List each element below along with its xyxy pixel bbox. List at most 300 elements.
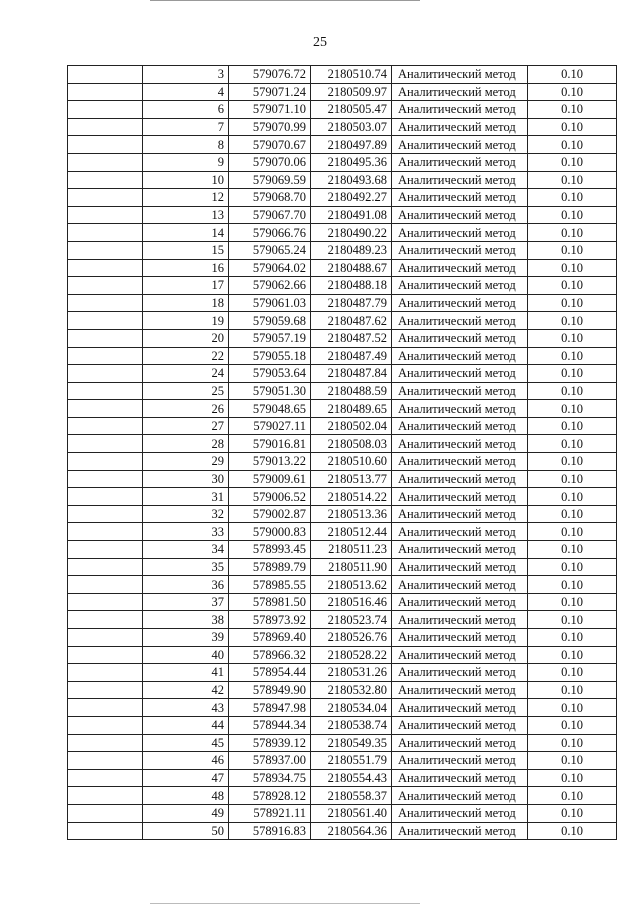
point-number-cell: 43 — [143, 699, 229, 717]
point-number-cell: 44 — [143, 716, 229, 734]
y-coordinate-cell: 2180538.74 — [311, 716, 392, 734]
table-row — [68, 611, 617, 629]
x-coordinate-cell: 578993.45 — [229, 541, 311, 559]
error-cell: 0.10 — [528, 259, 617, 277]
error-cell: 0.10 — [528, 83, 617, 101]
x-coordinate-cell: 578944.34 — [229, 716, 311, 734]
method-cell: Аналитический метод — [392, 699, 528, 717]
point-number-cell: 48 — [143, 787, 229, 805]
x-coordinate-cell: 578939.12 — [229, 734, 311, 752]
x-coordinate-cell: 579067.70 — [229, 206, 311, 224]
table-row — [68, 189, 617, 207]
method-cell: Аналитический метод — [392, 523, 528, 541]
x-coordinate-cell: 578985.55 — [229, 576, 311, 594]
x-coordinate-cell: 579057.19 — [229, 329, 311, 347]
blank-cell — [68, 752, 143, 770]
blank-cell — [68, 453, 143, 471]
point-number-cell: 25 — [143, 382, 229, 400]
blank-cell — [68, 734, 143, 752]
table-row — [68, 646, 617, 664]
method-cell: Аналитический метод — [392, 241, 528, 259]
point-number-cell: 42 — [143, 681, 229, 699]
table-row — [68, 505, 617, 523]
error-cell: 0.10 — [528, 453, 617, 471]
point-number-cell: 46 — [143, 752, 229, 770]
x-coordinate-cell: 579051.30 — [229, 382, 311, 400]
x-coordinate-cell: 578921.11 — [229, 804, 311, 822]
point-number-cell: 19 — [143, 312, 229, 330]
x-coordinate-cell: 579059.68 — [229, 312, 311, 330]
y-coordinate-cell: 2180512.44 — [311, 523, 392, 541]
table-row — [68, 101, 617, 119]
y-coordinate-cell: 2180561.40 — [311, 804, 392, 822]
x-coordinate-cell: 579070.67 — [229, 136, 311, 154]
y-coordinate-cell: 2180554.43 — [311, 769, 392, 787]
point-number-cell: 3 — [143, 66, 229, 84]
method-cell: Аналитический метод — [392, 646, 528, 664]
x-coordinate-cell: 579009.61 — [229, 470, 311, 488]
method-cell: Аналитический метод — [392, 664, 528, 682]
x-coordinate-cell: 579068.70 — [229, 189, 311, 207]
error-cell: 0.10 — [528, 171, 617, 189]
error-cell: 0.10 — [528, 558, 617, 576]
y-coordinate-cell: 2180510.74 — [311, 66, 392, 84]
error-cell: 0.10 — [528, 822, 617, 840]
point-number-cell: 18 — [143, 294, 229, 312]
point-number-cell: 15 — [143, 241, 229, 259]
y-coordinate-cell: 2180487.49 — [311, 347, 392, 365]
blank-cell — [68, 294, 143, 312]
y-coordinate-cell: 2180523.74 — [311, 611, 392, 629]
table-row — [68, 329, 617, 347]
method-cell: Аналитический метод — [392, 294, 528, 312]
error-cell: 0.10 — [528, 312, 617, 330]
error-cell: 0.10 — [528, 66, 617, 84]
method-cell: Аналитический метод — [392, 593, 528, 611]
y-coordinate-cell: 2180488.18 — [311, 277, 392, 295]
table-row — [68, 66, 617, 84]
point-number-cell: 22 — [143, 347, 229, 365]
point-number-cell: 45 — [143, 734, 229, 752]
point-number-cell: 24 — [143, 365, 229, 383]
method-cell: Аналитический метод — [392, 382, 528, 400]
error-cell: 0.10 — [528, 277, 617, 295]
point-number-cell: 28 — [143, 435, 229, 453]
point-number-cell: 37 — [143, 593, 229, 611]
y-coordinate-cell: 2180510.60 — [311, 453, 392, 471]
blank-cell — [68, 118, 143, 136]
table-row — [68, 241, 617, 259]
blank-cell — [68, 277, 143, 295]
point-number-cell: 41 — [143, 664, 229, 682]
error-cell: 0.10 — [528, 646, 617, 664]
error-cell: 0.10 — [528, 787, 617, 805]
table-row — [68, 365, 617, 383]
x-coordinate-cell: 579048.65 — [229, 400, 311, 418]
table-row — [68, 224, 617, 242]
y-coordinate-cell: 2180509.97 — [311, 83, 392, 101]
x-coordinate-cell: 579076.72 — [229, 66, 311, 84]
method-cell: Аналитический метод — [392, 136, 528, 154]
point-number-cell: 12 — [143, 189, 229, 207]
blank-cell — [68, 206, 143, 224]
error-cell: 0.10 — [528, 804, 617, 822]
y-coordinate-cell: 2180508.03 — [311, 435, 392, 453]
method-cell: Аналитический метод — [392, 329, 528, 347]
method-cell: Аналитический метод — [392, 822, 528, 840]
table-row — [68, 488, 617, 506]
blank-cell — [68, 435, 143, 453]
error-cell: 0.10 — [528, 629, 617, 647]
error-cell: 0.10 — [528, 699, 617, 717]
point-number-cell: 39 — [143, 629, 229, 647]
point-number-cell: 17 — [143, 277, 229, 295]
method-cell: Аналитический метод — [392, 206, 528, 224]
x-coordinate-cell: 578981.50 — [229, 593, 311, 611]
method-cell: Аналитический метод — [392, 558, 528, 576]
method-cell: Аналитический метод — [392, 347, 528, 365]
error-cell: 0.10 — [528, 118, 617, 136]
table-row — [68, 576, 617, 594]
blank-cell — [68, 629, 143, 647]
method-cell: Аналитический метод — [392, 505, 528, 523]
point-number-cell: 32 — [143, 505, 229, 523]
y-coordinate-cell: 2180492.27 — [311, 189, 392, 207]
blank-cell — [68, 382, 143, 400]
table-row — [68, 769, 617, 787]
method-cell: Аналитический метод — [392, 189, 528, 207]
blank-cell — [68, 699, 143, 717]
method-cell: Аналитический метод — [392, 734, 528, 752]
x-coordinate-cell: 579006.52 — [229, 488, 311, 506]
blank-cell — [68, 822, 143, 840]
point-number-cell: 29 — [143, 453, 229, 471]
blank-cell — [68, 787, 143, 805]
blank-cell — [68, 664, 143, 682]
table-row — [68, 171, 617, 189]
method-cell: Аналитический метод — [392, 611, 528, 629]
x-coordinate-cell: 579062.66 — [229, 277, 311, 295]
y-coordinate-cell: 2180487.84 — [311, 365, 392, 383]
blank-cell — [68, 171, 143, 189]
coordinates-table — [67, 65, 617, 840]
table-row — [68, 664, 617, 682]
error-cell: 0.10 — [528, 382, 617, 400]
table-row — [68, 382, 617, 400]
table-row — [68, 259, 617, 277]
point-number-cell: 14 — [143, 224, 229, 242]
blank-cell — [68, 769, 143, 787]
coordinates-table-body — [68, 66, 617, 840]
point-number-cell: 38 — [143, 611, 229, 629]
y-coordinate-cell: 2180534.04 — [311, 699, 392, 717]
top-rule — [150, 0, 420, 1]
x-coordinate-cell: 579013.22 — [229, 453, 311, 471]
point-number-cell: 13 — [143, 206, 229, 224]
method-cell: Аналитический метод — [392, 752, 528, 770]
blank-cell — [68, 804, 143, 822]
method-cell: Аналитический метод — [392, 118, 528, 136]
point-number-cell: 30 — [143, 470, 229, 488]
x-coordinate-cell: 578947.98 — [229, 699, 311, 717]
x-coordinate-cell: 579065.24 — [229, 241, 311, 259]
table-row — [68, 787, 617, 805]
error-cell: 0.10 — [528, 294, 617, 312]
y-coordinate-cell: 2180497.89 — [311, 136, 392, 154]
blank-cell — [68, 189, 143, 207]
point-number-cell: 27 — [143, 417, 229, 435]
error-cell: 0.10 — [528, 189, 617, 207]
x-coordinate-cell: 579061.03 — [229, 294, 311, 312]
x-coordinate-cell: 579066.76 — [229, 224, 311, 242]
y-coordinate-cell: 2180502.04 — [311, 417, 392, 435]
method-cell: Аналитический метод — [392, 435, 528, 453]
blank-cell — [68, 101, 143, 119]
x-coordinate-cell: 578934.75 — [229, 769, 311, 787]
error-cell: 0.10 — [528, 576, 617, 594]
method-cell: Аналитический метод — [392, 224, 528, 242]
x-coordinate-cell: 579000.83 — [229, 523, 311, 541]
y-coordinate-cell: 2180487.62 — [311, 312, 392, 330]
error-cell: 0.10 — [528, 206, 617, 224]
table-row — [68, 417, 617, 435]
blank-cell — [68, 153, 143, 171]
point-number-cell: 31 — [143, 488, 229, 506]
error-cell: 0.10 — [528, 611, 617, 629]
error-cell: 0.10 — [528, 224, 617, 242]
point-number-cell: 26 — [143, 400, 229, 418]
x-coordinate-cell: 579071.10 — [229, 101, 311, 119]
table-row — [68, 453, 617, 471]
method-cell: Аналитический метод — [392, 681, 528, 699]
y-coordinate-cell: 2180489.23 — [311, 241, 392, 259]
method-cell: Аналитический метод — [392, 259, 528, 277]
method-cell: Аналитический метод — [392, 576, 528, 594]
error-cell: 0.10 — [528, 488, 617, 506]
blank-cell — [68, 558, 143, 576]
error-cell: 0.10 — [528, 241, 617, 259]
method-cell: Аналитический метод — [392, 400, 528, 418]
x-coordinate-cell: 579069.59 — [229, 171, 311, 189]
y-coordinate-cell: 2180531.26 — [311, 664, 392, 682]
blank-cell — [68, 611, 143, 629]
x-coordinate-cell: 578928.12 — [229, 787, 311, 805]
blank-cell — [68, 241, 143, 259]
point-number-cell: 50 — [143, 822, 229, 840]
point-number-cell: 33 — [143, 523, 229, 541]
y-coordinate-cell: 2180511.23 — [311, 541, 392, 559]
method-cell: Аналитический метод — [392, 171, 528, 189]
x-coordinate-cell: 579064.02 — [229, 259, 311, 277]
point-number-cell: 7 — [143, 118, 229, 136]
y-coordinate-cell: 2180514.22 — [311, 488, 392, 506]
error-cell: 0.10 — [528, 435, 617, 453]
method-cell: Аналитический метод — [392, 470, 528, 488]
point-number-cell: 20 — [143, 329, 229, 347]
x-coordinate-cell: 579027.11 — [229, 417, 311, 435]
point-number-cell: 35 — [143, 558, 229, 576]
blank-cell — [68, 83, 143, 101]
point-number-cell: 34 — [143, 541, 229, 559]
blank-cell — [68, 541, 143, 559]
y-coordinate-cell: 2180487.52 — [311, 329, 392, 347]
y-coordinate-cell: 2180495.36 — [311, 153, 392, 171]
error-cell: 0.10 — [528, 769, 617, 787]
error-cell: 0.10 — [528, 752, 617, 770]
error-cell: 0.10 — [528, 101, 617, 119]
error-cell: 0.10 — [528, 136, 617, 154]
error-cell: 0.10 — [528, 153, 617, 171]
blank-cell — [68, 716, 143, 734]
blank-cell — [68, 66, 143, 84]
blank-cell — [68, 505, 143, 523]
blank-cell — [68, 347, 143, 365]
x-coordinate-cell: 578966.32 — [229, 646, 311, 664]
point-number-cell: 40 — [143, 646, 229, 664]
blank-cell — [68, 224, 143, 242]
table-row — [68, 699, 617, 717]
table-row — [68, 206, 617, 224]
blank-cell — [68, 400, 143, 418]
y-coordinate-cell: 2180505.47 — [311, 101, 392, 119]
y-coordinate-cell: 2180513.77 — [311, 470, 392, 488]
table-row — [68, 277, 617, 295]
y-coordinate-cell: 2180564.36 — [311, 822, 392, 840]
error-cell: 0.10 — [528, 681, 617, 699]
y-coordinate-cell: 2180491.08 — [311, 206, 392, 224]
error-cell: 0.10 — [528, 365, 617, 383]
blank-cell — [68, 312, 143, 330]
error-cell: 0.10 — [528, 593, 617, 611]
table-row — [68, 593, 617, 611]
x-coordinate-cell: 578989.79 — [229, 558, 311, 576]
y-coordinate-cell: 2180526.76 — [311, 629, 392, 647]
error-cell: 0.10 — [528, 541, 617, 559]
table-row — [68, 470, 617, 488]
point-number-cell: 6 — [143, 101, 229, 119]
y-coordinate-cell: 2180549.35 — [311, 734, 392, 752]
point-number-cell: 49 — [143, 804, 229, 822]
x-coordinate-cell: 579053.64 — [229, 365, 311, 383]
point-number-cell: 16 — [143, 259, 229, 277]
table-row — [68, 435, 617, 453]
y-coordinate-cell: 2180551.79 — [311, 752, 392, 770]
blank-cell — [68, 365, 143, 383]
blank-cell — [68, 417, 143, 435]
table-row — [68, 822, 617, 840]
table-row — [68, 523, 617, 541]
method-cell: Аналитический метод — [392, 453, 528, 471]
y-coordinate-cell: 2180511.90 — [311, 558, 392, 576]
error-cell: 0.10 — [528, 400, 617, 418]
x-coordinate-cell: 579016.81 — [229, 435, 311, 453]
point-number-cell: 8 — [143, 136, 229, 154]
table-row — [68, 629, 617, 647]
method-cell: Аналитический метод — [392, 769, 528, 787]
x-coordinate-cell: 578954.44 — [229, 664, 311, 682]
table-row — [68, 347, 617, 365]
method-cell: Аналитический метод — [392, 277, 528, 295]
point-number-cell: 4 — [143, 83, 229, 101]
y-coordinate-cell: 2180487.79 — [311, 294, 392, 312]
table-row — [68, 734, 617, 752]
table-row — [68, 752, 617, 770]
blank-cell — [68, 646, 143, 664]
table-row — [68, 294, 617, 312]
y-coordinate-cell: 2180488.59 — [311, 382, 392, 400]
table-row — [68, 558, 617, 576]
table-row — [68, 541, 617, 559]
point-number-cell: 9 — [143, 153, 229, 171]
y-coordinate-cell: 2180493.68 — [311, 171, 392, 189]
error-cell: 0.10 — [528, 716, 617, 734]
y-coordinate-cell: 2180532.80 — [311, 681, 392, 699]
y-coordinate-cell: 2180490.22 — [311, 224, 392, 242]
blank-cell — [68, 259, 143, 277]
blank-cell — [68, 576, 143, 594]
x-coordinate-cell: 579055.18 — [229, 347, 311, 365]
x-coordinate-cell: 578969.40 — [229, 629, 311, 647]
method-cell: Аналитический метод — [392, 787, 528, 805]
table-row — [68, 118, 617, 136]
error-cell: 0.10 — [528, 470, 617, 488]
y-coordinate-cell: 2180503.07 — [311, 118, 392, 136]
x-coordinate-cell: 579071.24 — [229, 83, 311, 101]
error-cell: 0.10 — [528, 734, 617, 752]
blank-cell — [68, 136, 143, 154]
method-cell: Аналитический метод — [392, 417, 528, 435]
error-cell: 0.10 — [528, 664, 617, 682]
point-number-cell: 36 — [143, 576, 229, 594]
x-coordinate-cell: 578973.92 — [229, 611, 311, 629]
y-coordinate-cell: 2180516.46 — [311, 593, 392, 611]
x-coordinate-cell: 579070.99 — [229, 118, 311, 136]
error-cell: 0.10 — [528, 417, 617, 435]
x-coordinate-cell: 579002.87 — [229, 505, 311, 523]
blank-cell — [68, 593, 143, 611]
x-coordinate-cell: 578949.90 — [229, 681, 311, 699]
y-coordinate-cell: 2180558.37 — [311, 787, 392, 805]
method-cell: Аналитический метод — [392, 716, 528, 734]
blank-cell — [68, 523, 143, 541]
method-cell: Аналитический метод — [392, 153, 528, 171]
x-coordinate-cell: 578937.00 — [229, 752, 311, 770]
table-row — [68, 83, 617, 101]
method-cell: Аналитический метод — [392, 804, 528, 822]
blank-cell — [68, 329, 143, 347]
y-coordinate-cell: 2180488.67 — [311, 259, 392, 277]
page-number: 25 — [313, 35, 327, 50]
x-coordinate-cell: 578916.83 — [229, 822, 311, 840]
method-cell: Аналитический метод — [392, 101, 528, 119]
table-row — [68, 312, 617, 330]
error-cell: 0.10 — [528, 505, 617, 523]
error-cell: 0.10 — [528, 523, 617, 541]
blank-cell — [68, 681, 143, 699]
method-cell: Аналитический метод — [392, 66, 528, 84]
method-cell: Аналитический метод — [392, 541, 528, 559]
point-number-cell: 47 — [143, 769, 229, 787]
y-coordinate-cell: 2180489.65 — [311, 400, 392, 418]
y-coordinate-cell: 2180513.36 — [311, 505, 392, 523]
method-cell: Аналитический метод — [392, 312, 528, 330]
x-coordinate-cell: 579070.06 — [229, 153, 311, 171]
y-coordinate-cell: 2180528.22 — [311, 646, 392, 664]
table-row — [68, 716, 617, 734]
table-row — [68, 681, 617, 699]
table-row — [68, 136, 617, 154]
error-cell: 0.10 — [528, 347, 617, 365]
